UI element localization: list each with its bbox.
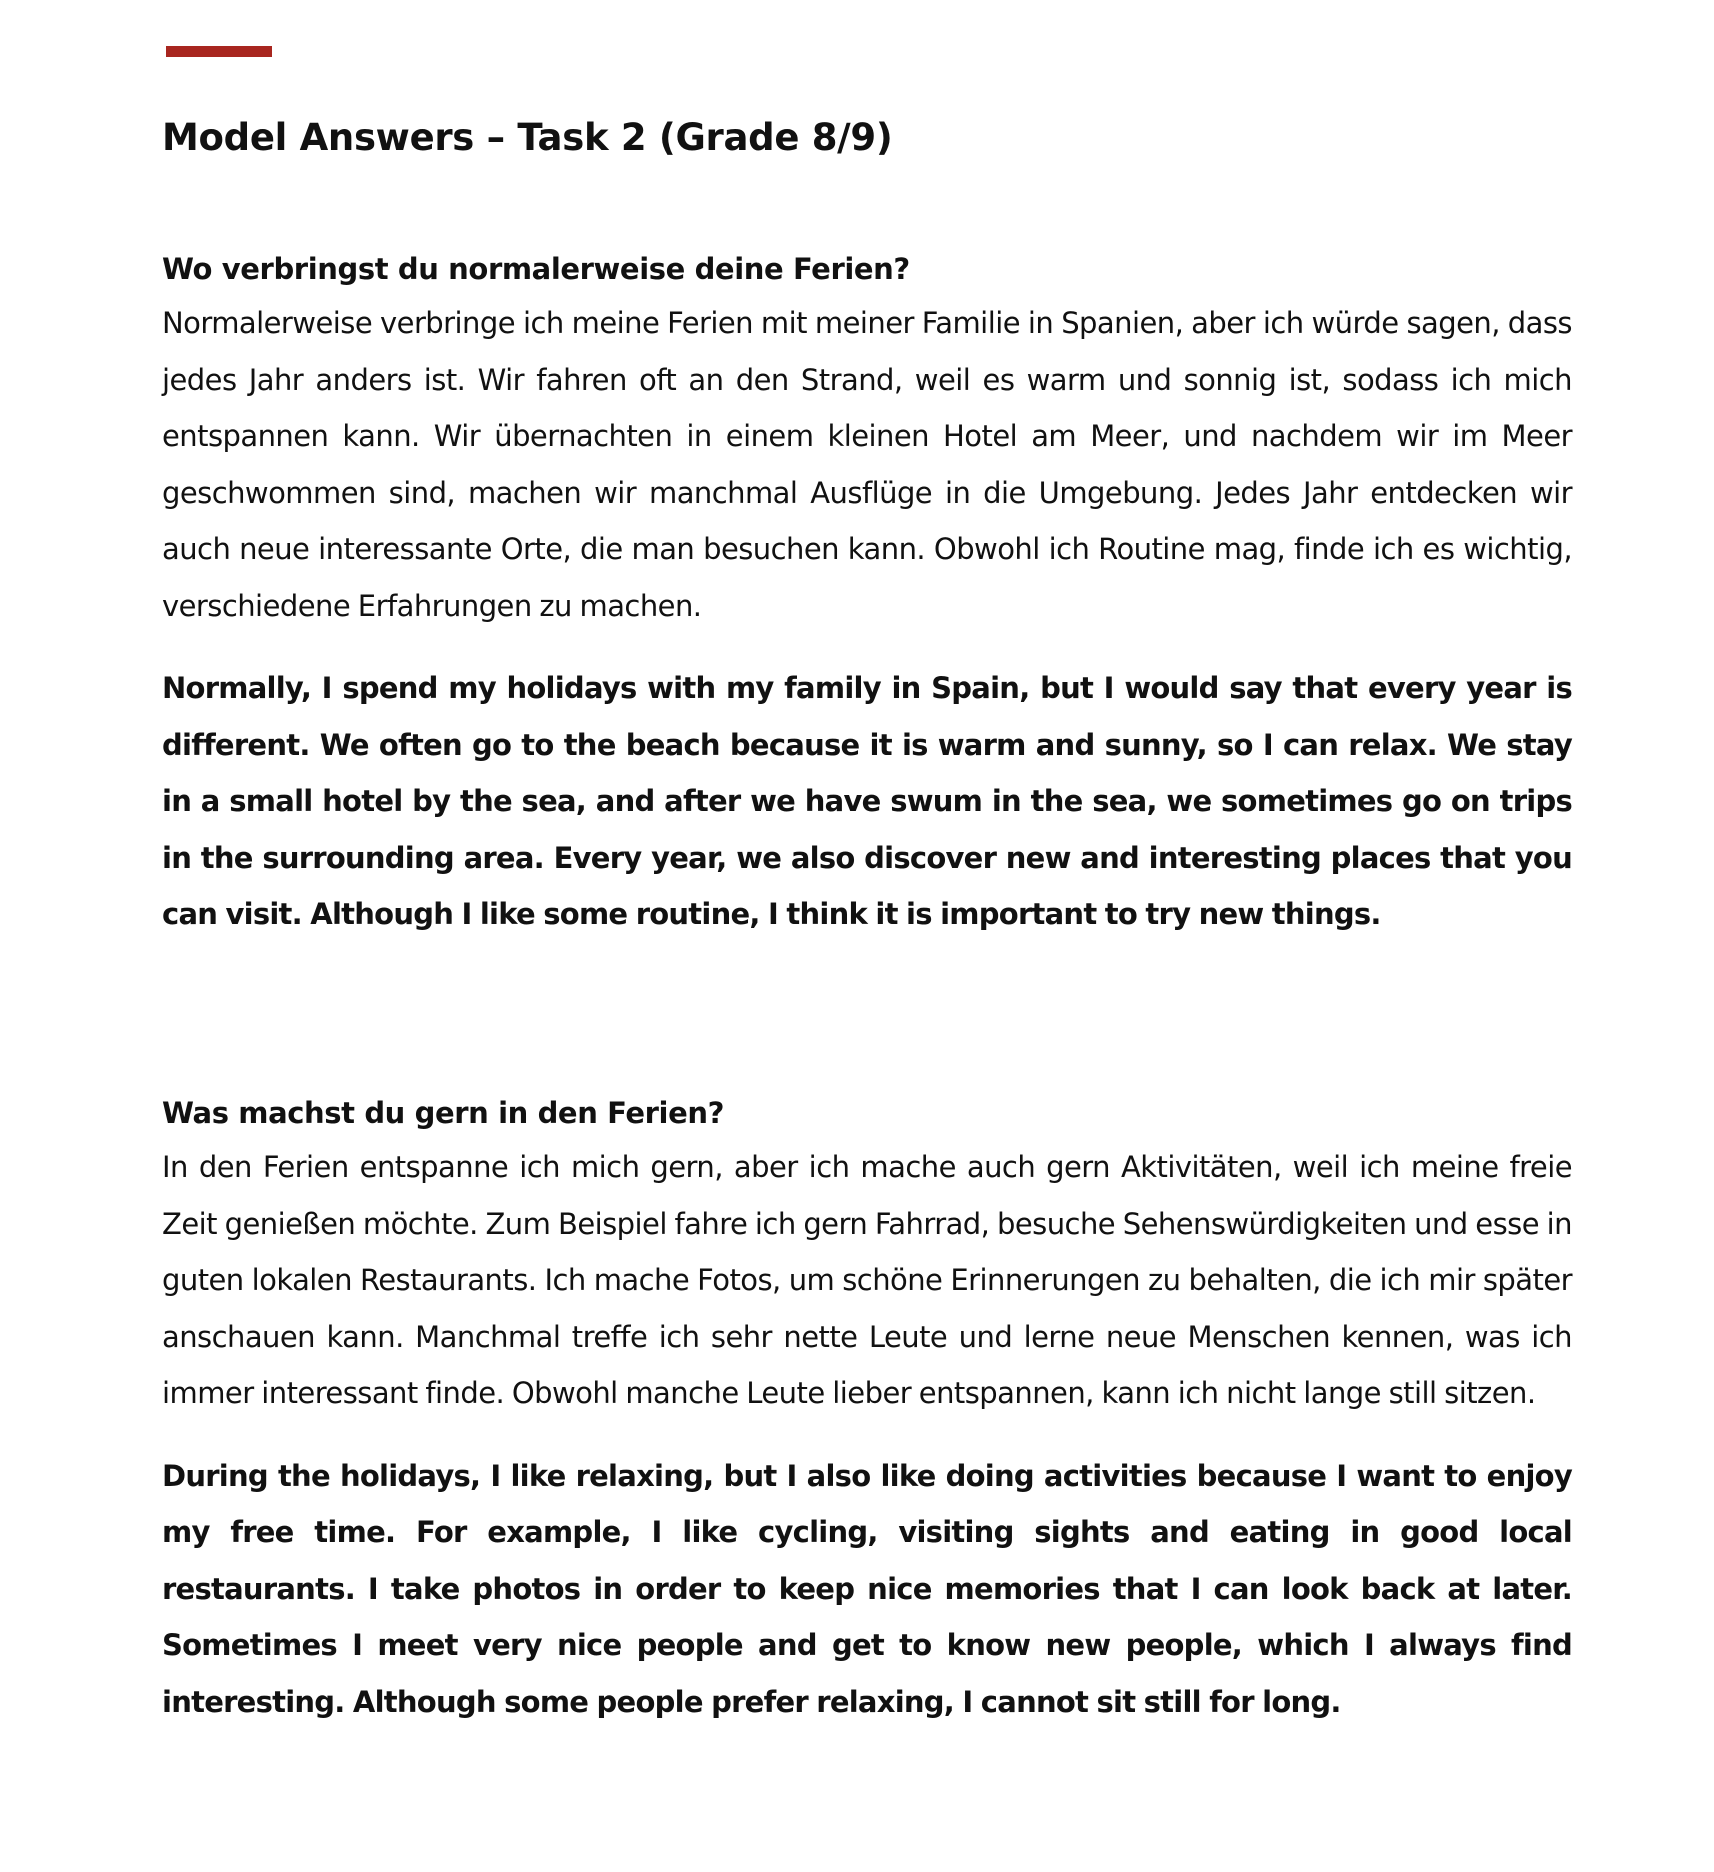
english-translation-paragraph: During the holidays, I like relaxing, but I also like doing activities because I want to enjoy my free time. For example, I like cycling, visiting sights and eating in good local restaurants. I take photos in order to keep nice memories that I can look back at later. Sometimes I meet very nice people and get to know new people, which I always find interesting. Although some people prefer relaxing, I cannot sit still for long. <box>162 1458 1572 1719</box>
english-translation-paragraph: Normally, I spend my holidays with my family in Spain, but I would say that every year is different. We often go to the beach because it is warm and sunny, so I can relax. We stay in a small hotel by the sea, and after we have swum in the sea, we sometimes go on trips in the surrounding area. Every year, we also discover new and interesting places that you can visit. Although I like some routine, I think it is important to try new things. <box>162 671 1572 931</box>
question-section-1 <box>162 247 1572 943</box>
page-title: Model Answers – Task 2 (Grade 8/9) <box>162 116 893 159</box>
question-section-2 <box>162 1091 1572 1730</box>
question-heading: Was machst du gern in den Ferien? <box>162 1096 725 1130</box>
german-answer-paragraph: Normalerweise verbringe ich meine Ferien mit meiner Familie in Spanien, aber ich würde sagen, dass jedes Jahr anders ist. Wir fahren oft an den Strand, weil es warm und sonnig ist, sodass ich mich entspannen kann. Wir übernachten in einem kleinen Hotel am Meer, und nachdem wir im Meer geschwommen sind, machen wir manchmal Ausflüge in die Umgebung. Jedes Jahr entdecken wir auch neue interessante Orte, die man besuchen kann. Obwohl ich Routine mag, finde ich es wichtig, verschiedene Erfahrungen zu machen. <box>162 306 1572 623</box>
german-answer-paragraph: In den Ferien entspanne ich mich gern, aber ich mache auch gern Aktivitäten, weil ich meine freie Zeit genießen möchte. Zum Beispiel fahre ich gern Fahrrad, besuche Sehenswürdigkeiten und esse in guten lokalen Restaurants. Ich mache Fotos, um schöne Erinnerungen zu behalten, die ich mir später anschauen kann. Manchmal treffe ich sehr nette Leute und lerne neue Menschen kennen, was ich immer interessant finde. Obwohl manche Leute lieber entspannen, kann ich nicht lange still sitzen. <box>162 1150 1572 1410</box>
question-heading: Wo verbringst du normalerweise deine Ferien? <box>162 252 910 286</box>
title-accent-bar <box>166 46 272 57</box>
